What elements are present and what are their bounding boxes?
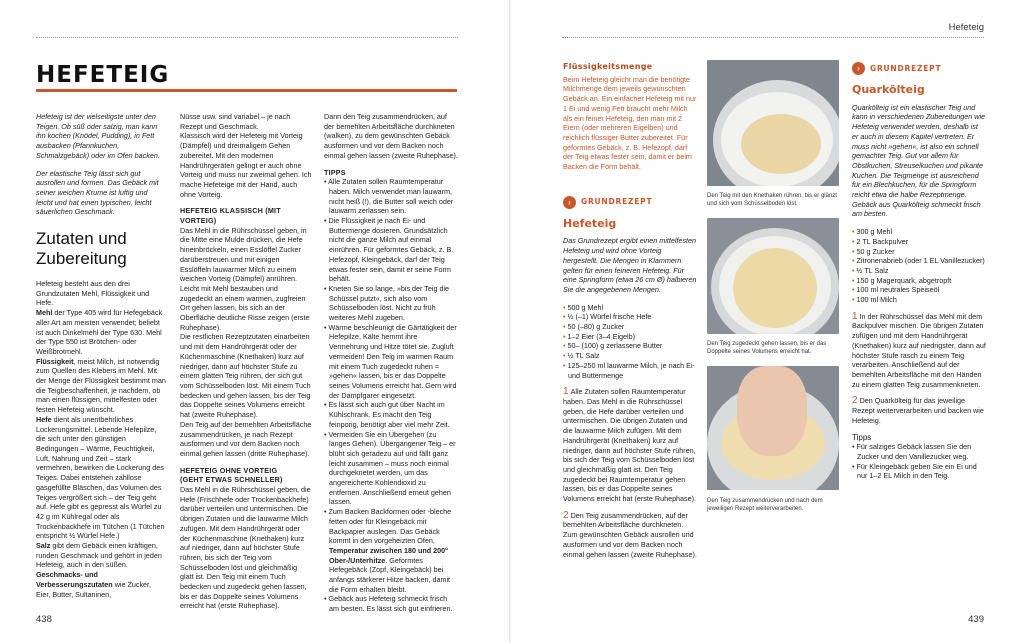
ingredient-list — [852, 227, 986, 305]
subheading: HEFETEIG OHNE VORTEIG — [180, 465, 278, 475]
intro-paragraph: Der elastische Teig lässt sich gut ausrollen und formen. Das Gebäck mit seiner weichen Krume ist luftig und leicht und hat einen typischen, leicht säuerlichen Geschmack. — [36, 168, 159, 217]
ingredient-item: • 500 g Mehl — [563, 303, 697, 313]
tip-item: • Alle Zutaten sollen Raumtemperatur haben. Milch verwendet man lauwarm, nicht heiß (!), die Butter soll weich oder lauwarm zerlassen sein. — [324, 177, 458, 216]
tip-item: • Zum Backen Backformen oder -bleche fetten oder für Kleingebäck mit Backpapier auslegen. Das Gebäck kommt in den vorgeheizten Ofen, Temperatur zwischen 180 und 200° Ober-/Unterhitze. Geformtes Hefegebäck (Zopf, Kleingebäck) bei anfangs stärkerer Hitze backen, damit die Form erhalten bleibt. — [324, 507, 458, 594]
recipe-title: Quarkölteig — [852, 83, 925, 96]
ingredient-item: • 50– (100) g zerlassene Butter — [563, 341, 697, 351]
body-paragraph: Dann den Teig zusammendrücken, auf der bemehlten Arbeitsfläche durchkneten (walken), zu dem gewünschten Gebäck ausformen und vor dem Backen noch einmal gehen lassen (zweite Ruhephase). — [324, 112, 458, 160]
body-paragraph: Den Teig auf der bemehlten Arbeitsfläche zusammendrücken, je nach Rezept ausformen und vor dem Backen noch einmal gehen lassen (dritte Ruhephase). — [180, 419, 312, 458]
ingredient-list — [563, 303, 697, 381]
body-paragraph: Salz gibt dem Gebäck einen kräftigen, runden Geschmack und gehört in jeden Hefeteig, auch in den süßen. — [36, 541, 162, 570]
tip-item: • Es lässt sich auch gut über Nacht im Kühlschrank. Es macht den Teig feinporig, benötigt aber viel mehr Zeit. — [324, 400, 458, 429]
left-column-3 — [324, 112, 458, 614]
photo-rising — [707, 218, 839, 334]
photo-caption: Den Teig zusammendrücken und nach dem jeweiligen Rezept weiterverarbeiten. — [707, 498, 823, 512]
recipe-step: 1 In der Rührschüssel das Mehl mit dem Backpulver mischen. Die übrigen Zutaten zufügen und mit dem Handrührgerät (Knethaken) kurz auf niedrigster, dann auf höchster Stufe rasch zu einem Teig verarbeiten. Anschließend auf der bemehlten Arbeitsfläche mit den Händen zu einem glatten Teig zusammenkneten. — [852, 310, 986, 389]
photo-pressing — [707, 366, 839, 490]
body-paragraph: Das Mehl in die Rührschüssel geben, die Hefe (Frischhefe oder Trockenbackhefe) darüber verteilen und untermischen. Die übrigen Zutaten und die lauwarme Milch zufügen. Mit dem Handrührgerät oder der Küchenmaschine (Knethaken) kurz auf niedriger, dann auf höchster Stufe rühren, bis sich der Teig vom Schüsselboden löst und gleichmäßig glatt ist. Den Teig mit einem Tuch bedecken und zugedeckt gehen lassen, bis er das Doppelte seines Volumens erreicht hat (erste Ruhephase). — [180, 485, 311, 611]
left-column-1 — [36, 112, 166, 599]
recipe-badge: › GRUNDREZEPT — [852, 62, 986, 75]
recipe-step: 2 Den Teig zusammendrücken, auf der bemehlten Arbeitsfläche durchkneten. Zum gewünschten Gebäck ausrollen und ausformen und vor dem Backen noch einmal gehen lassen (zweite Ruhephase). — [563, 509, 697, 559]
tip-item: • Für salziges Gebäck lassen Sie den Zucker und den Vanillezucker weg. — [852, 442, 986, 461]
ingredient-item: • 125–250 ml lauwarme Milch, je nach Ei- und Buttermenge — [563, 361, 697, 380]
ingredient-item: • ½ TL Salz — [563, 351, 697, 361]
subheading: HEFETEIG KLASSISCH (MIT VORTEIG) — [180, 206, 281, 226]
photo-caption: Den Teig zugedeckt gehen lassen, bis er das Doppelte seines Volumens erreicht hat. — [707, 341, 827, 355]
tip-item: • Gebäck aus Hefeteig schmeckt frisch am besten. Es lässt sich gut einfrieren. — [324, 594, 458, 613]
recipe-intro: Das Grundrezept ergibt einen mittelfesten Hefeteig und wird ohne Vorteig hergestellt. Die Mengen in Klammern gelten für einen feineren Hefeteig. Für eine Springform (etwa 26 cm Ø) halbieren Sie die angegebenen Mengen. — [563, 236, 697, 294]
title-underline — [36, 89, 457, 92]
arrow-icon: › — [563, 196, 576, 209]
arrow-icon: › — [852, 62, 865, 75]
body-paragraph: Klassisch wird der Hefeteig mit Vorteig (Dämpfel) und dreimaligem Gehen zubereitet. Mit den modernen Handrührgeräten gelingt er auch ohne Vorteig und muss nur zweimal gehen. Ich mache Hefeteige mit der Hand, auch ohne Vorteig. — [180, 131, 312, 199]
tips-list — [324, 177, 458, 614]
page-number-right: 439 — [968, 614, 984, 625]
recipe-step: 1 Alle Zutaten sollen Raumtemperatur haben. Das Mehl in die Rührschüssel geben, die Hefe darüber verteilen und untermischen. Die übrigen Zutaten und die lauwarme Milch zufügen. Mit dem Handrührgerät (Knethaken) kurz auf niedriger, dann auf höchster Stufe rühren, bis sich der Teig vom Schüsselboden löst und gleichmäßig glatt ist. Den Teig zugedeckt bei Raumtemperatur gehen lassen, bis er das Doppelte seines Volumens erreicht hat (erste Ruhephase). — [563, 386, 697, 504]
section-heading: Zutaten und Zubereitung — [36, 229, 127, 269]
body-paragraph: Nüsse usw. sind variabel – je nach Rezept und Geschmack. — [180, 112, 291, 131]
ingredient-item: • Zitronenabrieb (oder 1 EL Vanillezucker) — [852, 256, 986, 266]
tip-item: • Wärme beschleunigt die Gärtätigkeit der Hefepilze, Kälte hemmt ihre Vermehrung und Hitze tötet sie. Zugluft vermeiden! Den Teig im warmen Raum mit einem Tuch zugedeckt ruhen = »gehen« lassen, bis er das Doppelte seines Volumens erreicht hat. Gern wird der Dampfgarer eingesetzt. — [324, 323, 458, 401]
tips-heading: Tipps — [852, 432, 872, 442]
tip-item: • Die Flüssigkeit je nach Ei- und Buttermenge dosieren. Grundsätzlich nicht die ganze Milch auf einmal einrühren. Für geformtes Gebäck, z. B. Hefezopf, Kleingebäck, darf der Teig etwas fester sein, damit er seine Form behält. — [324, 216, 458, 284]
page-number-left: 438 — [36, 614, 52, 625]
ingredient-item: • 2 TL Backpulver — [852, 237, 986, 247]
recipe-intro: Quarkölteig ist ein elastischer Teig und kann in verschiedenen Zubereitungen wie Hefeteig verwendet werden, deshalb ist er auch in diesem Kapitel vertreten. Er muss nicht »gehen«, ist also ein schnell gemachter Teig. Gut vor allem für Obstkuchen, Streuselkuchen und pikante Kuchen. Die Teigmenge ist ausreichend für ein Blechkuchen, für die Springform reicht etwa die halbe Rezeptmenge. Gebäck aus Quarkölteig schmeckt frisch am besten. — [852, 102, 986, 219]
ingredient-item: • 50 (–80) g Zucker — [563, 322, 697, 332]
intro-paragraph: Hefeteig ist der vielseitigste unter den Teigen. Ob süß oder salzig, man kann ihn kochen (Knödel, Pudding), in Fett ausbacken (Pfannkuchen, Schmalzgebäck) oder im Ofen backen. — [36, 112, 160, 160]
recipe-title: Hefeteig — [563, 216, 617, 230]
recipe-badge: › GRUNDREZEPT — [563, 196, 697, 209]
body-paragraph: Hefeteig besteht aus den drei Grundzutaten Mehl, Flüssigkeit und Hefe. — [36, 279, 150, 308]
subheading: (GEHT ETWAS SCHNELLER) — [180, 475, 283, 485]
body-paragraph: Hefe dient als unentbehrliches Lockerungsmittel. Lebende Hefepilze, die sich unter den günstigen Bedingungen – Wärme, Feuchtigkeit, Luft, Nahrung und Zeit – stark vermehren, bewirken die Lockerung des Teiges. Dabei entstehen zahllose gasgefüllte Bläschen, das Volumen des Teiges vergrößert sich – der Teig geht auf. Hefe gibt es gepresst als Würfel zu 42 g im Kühlregal oder als Trockenbackhefe im Tütchen (1 Tütchen entspricht ½ Würfel Hefe.) — [36, 414, 165, 541]
body-paragraph: Die restlichen Rezeptzutaten einarbeiten und mit dem Handrührgerät oder der Küchenmaschine (Knethaken) kurz auf niedriger, dann auf höchster Stufe zu einem glatten Teig rühren, der sich gut vom Schüsselboden löst. Mit einem Tuch bedecken und gehen lassen, bis der Teig das Doppelte seines Volumens erreicht hat (zweite Ruhephase). — [180, 332, 311, 420]
recipe-step: 2 Den Quarkölteig für das jeweilige Rezept weiterverarbeiten und backen wie Hefeteig. — [852, 395, 984, 425]
tips-heading: TIPPS — [324, 167, 346, 177]
right-column-1 — [563, 62, 697, 559]
tip-item: • Für Kleingebäck geben Sie ein Ei und nur 1–2 EL Milch in den Teig. — [852, 462, 986, 481]
top-rule-left — [36, 37, 458, 38]
ingredient-item: • ½ TL Salz — [852, 266, 986, 276]
body-paragraph: Mehl der Type 405 wird für Hefegebäck aller Art am meisten verwendet; beliebt ist auch Dinkelmehl der Type 630. Mehl der Type 550 ist Brötchen- oder Weißbrotmehl. — [36, 308, 163, 356]
gutter — [509, 0, 511, 643]
ingredient-item: • 1–2 Eier (3–4 Eigelb) — [563, 332, 697, 342]
chapter-title: HEFETEIG — [36, 62, 170, 88]
ingredient-item: • 300 g Mehl — [852, 227, 986, 237]
tips-list — [852, 442, 986, 481]
body-paragraph: Flüssigkeit, meist Milch, ist notwendig zum Quellen des Klebers im Mehl. Mit der Menge der Flüssigkeit bestimmt man die Teigbeschaffenheit, je nachdem, ob man einen flüssigen, mittelfesten oder festen Hefeteig wünscht. — [36, 356, 166, 415]
photo-kneading — [707, 60, 839, 186]
running-head: Hefeteig — [948, 22, 984, 33]
ingredient-item: • 50 g Zucker — [852, 247, 986, 257]
left-column-2 — [180, 112, 312, 611]
tip-item: • Vermeiden Sie ein Übergehen (zu langes Gehen). Übergangener Teig – er blüht sich geradezu auf und fällt ganz leicht zusammen – muss noch einmal durchgeknetet werden, um das angereicherte Kohlendioxid zu entfernen. Anschließend erneut gehen lassen. — [324, 430, 458, 508]
top-rule-right — [562, 37, 984, 38]
right-column-2 — [852, 62, 986, 481]
info-box-text: Beim Hefeteig gleicht man die benötigte Milchmenge dem jeweils gewünschten Gebäck an. Ein einfacher Hefeteig mit nur 1 Ei und wenig Fett braucht mehr Milch als ein feiner Hefeteig, den man mit 2 Eiern (oder mehreren Eigelben) und reichlich flüssiger Butter zubereitet. Für geformtes Gebäck, z. B. Hefezopf, darf der Teig etwas fester sein, damit er beim Backen die Form behält. — [563, 74, 697, 172]
ingredient-item: • 100 ml neutrales Speiseöl — [852, 285, 986, 295]
ingredient-item: • 100 ml Milch — [852, 295, 986, 305]
ingredient-item: • ½ (–1) Würfel frische Hefe — [563, 312, 697, 322]
body-paragraph: Das Mehl in die Rührschüssel geben, in die Mitte eine Mulde drücken, die Hefe hineinbröckeln, einen Esslöffel Zucker darüberstreuen und mit einigen Esslöffeln lauwarmer Milch zu einem weichen Vorteig (Dämpfel) anrühren. Leicht mit Mehl bestauben und zugedeckt an einem warmen, zugfreien Ort gehen lassen, bis sich an der Oberfläche deutliche Risse zeigen (erste Ruhephase). — [180, 225, 310, 332]
ingredient-item: • 150 g Magerquark, abgetropft — [852, 276, 986, 286]
tip-item: • Kneten Sie so lange, »bis der Teig die Schüssel putzt«, sich also vom Schüsselboden löst. Nicht zu früh weiteres Mehl zugeben. — [324, 284, 458, 323]
photo-caption: Den Teig mit den Knethaken rühren, bis er glänzt und sich vom Schüsselboden löst. — [707, 193, 837, 207]
body-paragraph: Geschmacks- und Verbesserungszutaten wie Zucker, Eier, Butter, Sultaninen, — [36, 570, 152, 599]
info-box-title: Flüssigkeitsmenge — [563, 62, 653, 71]
